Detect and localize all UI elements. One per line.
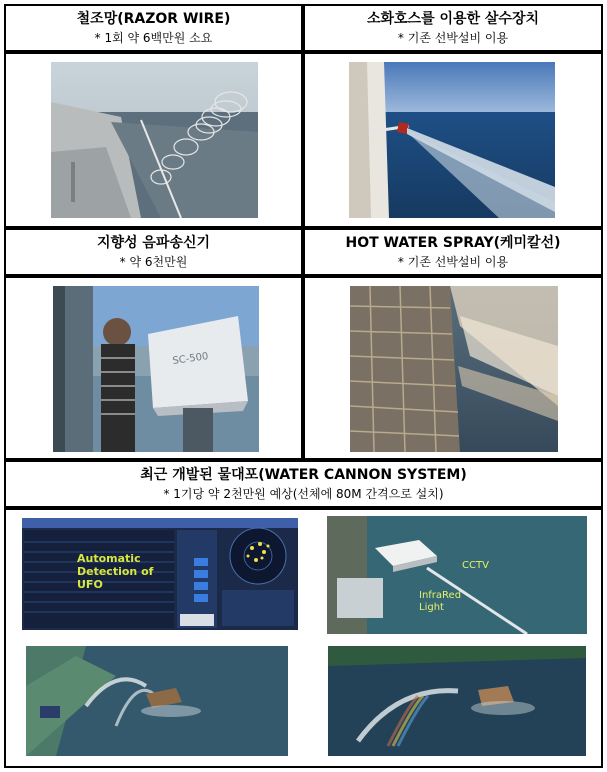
- title-fire-hose: 소화호스를 이용한 살수장치: [366, 11, 540, 27]
- title-lrad: 지향성 음파송신기: [96, 235, 211, 251]
- lrad-model-label: SC-500: [171, 351, 210, 367]
- note-razor-wire: * 1회 약 6백만원 소요: [94, 31, 213, 45]
- hot-water-photo: [350, 286, 558, 452]
- ufo-label-line1: Automatic: [77, 552, 141, 565]
- photo-cell-fire-hose: [303, 52, 603, 228]
- cctv-label: CCTV: [462, 560, 489, 571]
- ufo-label-line2: Detection of: [77, 565, 154, 578]
- fire-hose-photo: [349, 62, 555, 218]
- infrared-label-line2: Light: [419, 602, 444, 613]
- cctv-cannon-photo: [327, 516, 587, 634]
- photo-cell-razor-wire: [4, 52, 303, 228]
- note-lrad: * 약 6천만원: [119, 255, 188, 269]
- title-water-cannon: 최근 개발된 물대포(WATER CANNON SYSTEM): [140, 467, 467, 483]
- lrad-photo: [53, 286, 259, 452]
- note-water-cannon: * 1기당 약 2천만원 예상(선체에 80M 간격으로 설치): [163, 487, 444, 501]
- caption-lrad: [4, 228, 303, 276]
- title-razor-wire: 철조망(RAZOR WIRE): [76, 11, 231, 27]
- aerial-spray-photo-1: [26, 646, 288, 756]
- razor-wire-photo: [51, 62, 258, 218]
- caption-razor-wire: [4, 4, 303, 52]
- caption-fire-hose: [303, 4, 603, 52]
- title-hot-water: HOT WATER SPRAY(케미칼선): [345, 235, 561, 251]
- note-hot-water: * 기존 선박설비 이용: [397, 255, 509, 269]
- ufo-label-line3: UFO: [77, 578, 103, 591]
- infrared-label-line1: InfraRed: [419, 590, 462, 601]
- photo-cell-water-cannon: [4, 508, 603, 768]
- photo-cell-lrad: [4, 276, 303, 460]
- caption-hot-water: [303, 228, 603, 276]
- aerial-spray-photo-2: [328, 646, 586, 756]
- photo-cell-hot-water: [303, 276, 603, 460]
- note-fire-hose: * 기존 선박설비 이용: [397, 31, 509, 45]
- ufo-detection-screen: [22, 518, 298, 630]
- caption-water-cannon: [4, 460, 603, 508]
